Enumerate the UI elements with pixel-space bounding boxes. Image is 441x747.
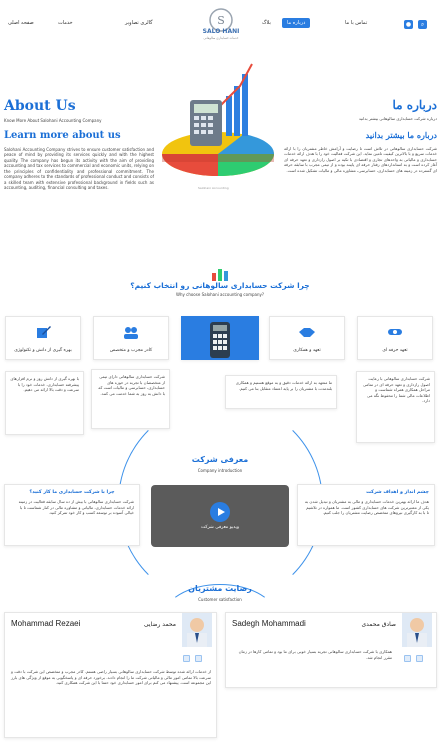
testimonial-body: همکاری با شرکت حسابداری سالوهانی تجربه بسیار خوبی برای ما بود و تمامی کارها در زمان مقرر انجام شد. [238,649,392,660]
logo[interactable] [200,6,242,42]
agreement-icon [298,325,316,339]
why-title-fa: چرا شرکت حسابداری سالوهانی رو انتخاب کنیم؟ [130,281,310,290]
logo-subtitle: خدمات حسابداری سالوهانی [203,36,239,40]
quote-icon [183,655,190,662]
avatar [402,613,432,647]
testimonial-name-en: Sadegh Mohammadi [232,619,306,628]
testimonials-title-fa: رضایت مشتریان [188,584,252,593]
nav-item-about[interactable]: درباره ما [282,18,310,28]
service-card-calculator[interactable] [181,316,259,360]
service-label: تعهد حرفه ای [382,348,408,353]
search-icon[interactable]: ⌕ [418,20,427,29]
testimonial-card [225,612,437,688]
handshake-icon [386,325,404,339]
service-description: شرکت حسابداری سالوهانی با رعایت اصول رازداری و تعهد حرفه ای در تمامی مراحل همکاری همراه شماست و اطلاعات مالی شما را محفوظ نگه می دارد. [356,371,435,443]
about-en-heading: Learn more about us [4,129,121,141]
service-card-commitment[interactable] [357,316,433,360]
team-icon [122,325,140,339]
service-description: ما متعهد به ارائه خدمات دقیق و به موقع هستیم و همکاری بلندمدت با مشتریان را بر پایه اعتماد متقابل بنا می کنیم. [225,375,337,409]
play-icon[interactable] [210,502,230,522]
nav-item-services[interactable]: خدمات [58,20,73,26]
intro-title-en: Company introduction [197,468,243,473]
nav-item-blog[interactable]: بلاگ [262,20,271,26]
intro-left-title: چرا با شرکت حسابداری ما کار کنید؟ [29,490,115,495]
service-description: با بهره گیری از دانش روز و نرم افزارهای پیشرفته حسابداری، خدمات خود را با سرعت و دقت بالا ارائه می دهیم. [5,371,84,435]
about-fa-title: درباره ما [392,98,437,112]
about-fa-body: شرکت حسابداری سالوهانی در تلاش است تا رضایت و آرامش خاطر مشتریان را با ارائه خدمات سریع و با بالاترین کیفیت تامین نماید. این شرکت فعالیت خود را با هدف ارائه خدمات حسابداری و مالیاتی به واحدهای تجاری و اقتصادی با تکیه بر اصول رازداری و تعهد حرفه ای آغاز کرده است و به استانداردهای رفتار حرفه ای پایبند بوده و از تیمی مجرب با سابقه حرفه ای گسترده در زمینه های حسابداری، حسابرسی، مشاوره مالی و مالیات تشکیل شده است. [284,145,437,173]
service-label: بهره گیری از دانش و تکنولوژی [14,348,72,353]
testimonial-name-fa: صادق محمدی [361,621,396,628]
service-label: تعهد و همکاری [293,348,321,353]
nav-item-gallery[interactable]: گالری تصاویر [125,20,153,26]
about-fa-block [284,98,437,173]
intro-title-fa: معرفی شرکت [191,455,249,464]
testimonial-name-fa: محمد رضایی [143,621,176,628]
service-label: کادر مجرب و متخصص [109,348,153,353]
calculator-icon [209,320,231,360]
intro-left-body: شرکت حسابداری سالوهانی با بیش از ده سال سابقه فعالیت در زمینه ارائه خدمات حسابداری، مالیاتی و مشاوره مالی در کنار شماست تا با خیالی آسوده بر توسعه کسب و کار خود تمرکز کنید. [18,499,134,515]
header [0,0,441,46]
video-label: ویدیو معرفی شرکت [200,525,239,530]
hero-accounting-illustration [154,56,282,192]
intro-right-body: هدف ما ارائه بهترین خدمات حسابداری و مالی به مشتریان و تبدیل شدن به یکی از معتبرترین شرکت های حسابداری کشور است. ما همواره در تلاشیم تا با به کارگیری نیروهای متخصص رضایت مشتریان را جلب کنیم. [304,499,429,515]
svg-text:S: S [217,14,225,27]
chart-icon [210,266,230,280]
avatar [182,613,212,647]
why-title-en: Why choose Salohani accounting company? [176,292,264,297]
quote-icon [195,655,202,662]
quote-icon [416,655,423,662]
service-card-knowledge[interactable] [5,316,81,360]
intro-video[interactable] [151,485,289,547]
about-en-block [4,98,154,191]
about-en-body: Salohani Accounting Company strives to ensure customer satisfaction and peace of mind by providing its services quickly and with the highest quality. The company has begun its activity with the aim of providing accounting and tax services to commercial and economic units, relying on the principles of confidentiality and professional commitment. The company adheres to the standards of professional conduct and consists of a skilled team with extensive professional background in fields such as accounting, auditing, financial consulting and taxes. [4,146,154,190]
intro-right-card [297,484,435,546]
hero-caption: Salohani Accounting [198,186,229,190]
about-fa-heading: درباره ما بیشتر بدانید [365,129,437,140]
nav-item-home[interactable]: صفحه اصلی [8,20,34,26]
service-card-cooperation[interactable] [269,316,345,360]
writing-icon [34,325,52,339]
service-card-team[interactable] [93,316,169,360]
about-fa-subtitle: درباره شرکت حسابداری سالوهانی بیشتر بدانید [358,116,437,121]
testimonials-title-en: Customer satisfaction [198,597,242,602]
intro-left-card [4,484,140,546]
quote-icon [404,655,411,662]
testimonial-card [4,612,217,738]
about-en-title: About Us [4,98,76,114]
intro-right-title: چشم انداز و اهداف شرکت [366,490,429,495]
service-description: شرکت حسابداری سالوهانی دارای تیمی از متخصصان با تجربه در حوزه های حسابداری، حسابرسی و مالیات است که با دانش به روز به شما خدمت می کنند. [91,369,170,429]
testimonial-name-en: Mohammad Rezaei [11,619,81,628]
nav-item-contact[interactable]: تماس با ما [345,20,368,26]
logo-text: SALO HANI [202,28,240,35]
about-en-subtitle: Know More About Salohani Accounting Company [4,118,102,123]
testimonial-body: از خدمات ارائه شده توسط شرکت حسابداری سالوهانی بسیار راضی هستم. کادر مجرب و متخصص این شرکت با دقت و سرعت بالا تمامی امور مالی و مالیاتی شرکت ما را انجام دادند. برخورد حرفه ای و پاسخگویی به موقع از ویژگی های بارز این مجموعه است. پیشنهاد می کنم برای امور حسابداری خود حتما با این شرکت همکاری کنید. [11,669,211,685]
user-icon[interactable]: ● [405,21,412,28]
